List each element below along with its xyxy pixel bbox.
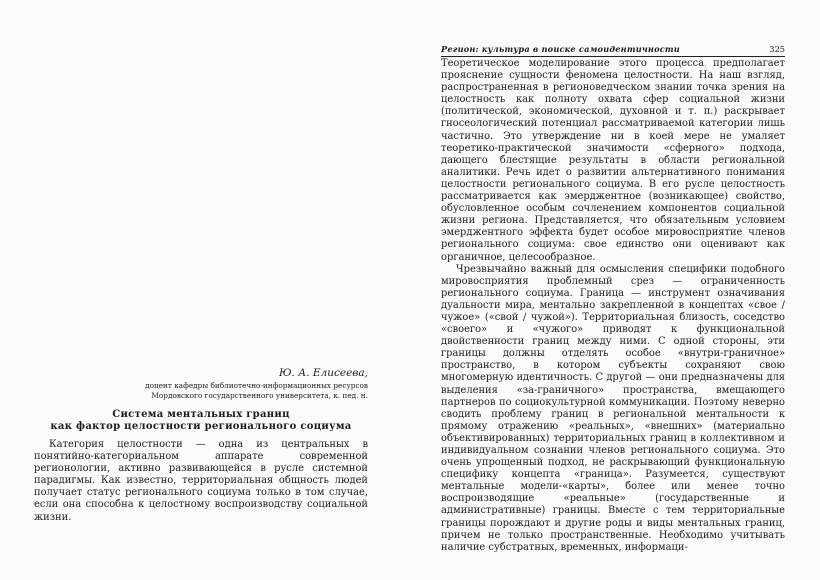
body-paragraph: Чрезвычайно важный для осмысления специфики подобного мировосприятия проблемный срез — ограниченность регионального социума. Граница — инструмент означивания дуальности мира, ментально закрепленной в концептах «свое / чужое» («свой / чужой»). Территориальная близость, соседство «своего» и «чужого» приводят к функциональной двойственности границ между ними. С одной стороны, эти границы должны отделять особое «внутри-граничное» пространство, в котором субъекты сохраняют свою многомерную идентичность. С другой — они предназначены для выделения «за-граничного» пространства, вмещающего партнеров по социокультурной коммуникации. Поэтому неверно сводить проблему границ в региональной ментальности к прямому отражению «реальных», «внешних» (материально объективированных) территориальных границ в коллективном и индивидуальном сознании членов регионального социума. Это очень упрощенный подход, не раскрывающий функциональную специфику концепта «граница». Разумеется, существуют ментальные модели-«карты», более или менее точно воспроизводящие «реальные» (государственные и административные) границы. Вместе с тем территориальные границы порождают и другие роды и виды ментальных границ, причем не только пространственные. Необходимо учитывать наличие субстратных, временных, информаци- bbox=[441, 263, 785, 553]
page-number: 325 bbox=[769, 44, 785, 54]
article-title bbox=[34, 409, 368, 433]
article-title-line: Система ментальных границ bbox=[112, 409, 290, 420]
running-title: Регион: культура в поиске самоидентичности bbox=[441, 44, 680, 54]
running-header bbox=[441, 42, 785, 57]
affiliation-line: доцент кафедры библиотечно-информационных ресурсов bbox=[145, 381, 368, 390]
author-affiliation bbox=[34, 381, 368, 401]
left-text-column bbox=[34, 439, 368, 524]
affiliation-line: Мордовского государственного университета, к. пед. н. bbox=[151, 391, 368, 400]
author-name: Ю. А. Елисеева, bbox=[279, 367, 368, 379]
article-title-line: как фактор целостности регионального социума bbox=[50, 421, 352, 432]
right-page bbox=[410, 0, 820, 580]
right-text-column bbox=[441, 58, 785, 554]
body-paragraph: Категория целостности — одна из центральных в понятийно-категориальном аппарате современной регионологии, активно развивающейся в русле системной парадигмы. Как известно, территориальная общность людей получает статус регионального социума только в том случае, если она способна к целостному воспроизводству социальной жизни. bbox=[34, 439, 368, 523]
body-paragraph: Теоретическое моделирование этого процесса предполагает прояснение сущности феномена целостности. На наш взгляд, распространенная в регионоведческом знании точка зрения на целостность как полноту охвата сфер социальной жизни (политической, экономической, духовной и т. п.) раскрывает гносеологический потенциал рассматриваемой категории лишь частично. Это утверждение ни в коей мере не умаляет теоретико-практической значимости «сферного» подхода, дающего блестящие результаты в области региональной аналитики. Речь идет о развитии альтернативного понимания целостности регионального социума. В его русле целостность рассматривается как эмерджентное (возникающее) свойство, обусловленное особым сочленением компонентов социальной жизни региона. Представляется, что обязательным условием эмерджентного эффекта будет особое мировосприятие членов регионального социума: свое единство они оценивают как органичное, целесообразное. bbox=[441, 58, 785, 263]
